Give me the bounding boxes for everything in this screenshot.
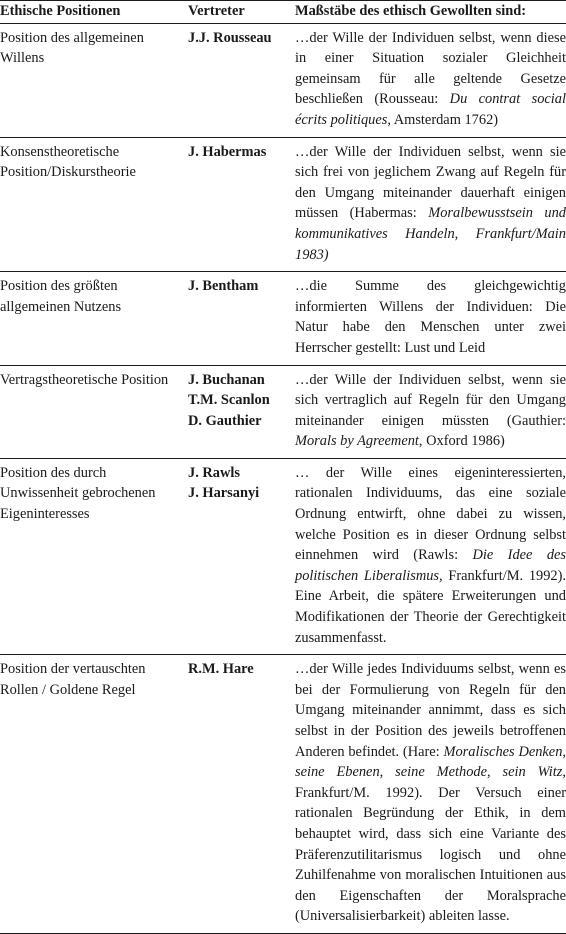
table-row [0,365,566,458]
massstab-text-part: …der Wille der Individuen selbst, wenn sie sich vertraglich auf Regeln für den Umgang miteinander einigen müssten (Gauthier: [295,371,566,429]
table-row [0,137,566,272]
massstab-text [295,365,566,458]
header-vertreter: Vertreter [185,1,295,24]
vertreter-cell [185,458,295,654]
position-name: Position des durch Unwissenheit gebrochenen Eigeninteresses [0,458,185,654]
citation-title: Du contrat social écrits politiques [295,91,566,128]
vertreter-name: J. Habermas [188,143,267,160]
vertreter-cell [185,655,295,934]
table-header-row [0,1,566,24]
vertreter-name: J. Buchanan [188,371,265,388]
position-name: Position des größten allgemeinen Nutzens [0,272,185,365]
position-name: Position des allgemeinen Willens [0,23,185,137]
vertreter-name: D. Gauthier [188,412,262,429]
massstab-text-part: …der Wille jedes Individuums selbst, wenn es bei der Formulierung von Regeln für den Umgang miteinander annimmt, dass es sich selbst in der Position des jeweils betroffenen Anderen befindet. (Hare: [295,661,566,760]
massstab-text-part: …der Wille der Individuen selbst, wenn sie sich frei von jeglichem Zwang auf Regeln für den Umgang miteinander dauerhaft einigen müssen (Habermas: [295,143,566,222]
position-name: Vertragstheoretische Position [0,365,185,458]
massstab-text-part: Frankfurt/M. 1992). Eine Arbeit, die spätere Erweiterungen und Modifikationen der Theorie der Gerechtigkeit zusammenfasst. [295,567,566,646]
massstab-text [295,655,566,934]
massstab-text-part: …der Wille der Individuen selbst, wenn diese in einer Situation sozialer Gleichheit gemeinsam für alle geltende Gesetze beschließen (Rousseau: [295,29,566,108]
table-row [0,458,566,654]
massstab-text [295,458,566,654]
massstab-text-part: …die Summe des gleichgewichtig informierten Willens der Individuen: Die Natur habe den Menschen unter zwei Herrscher gestellt: Lust und Leid [295,278,566,356]
table-row [0,23,566,137]
vertreter-cell [185,272,295,365]
vertreter-cell [185,365,295,458]
massstab-text-part: , Oxford 1986) [418,433,505,450]
vertreter-name: J.J. Rousseau [188,29,272,46]
vertreter-name: R.M. Hare [188,661,254,678]
vertreter-name: J. Bentham [188,278,259,295]
position-name: Konsenstheoretische Position/Diskurstheorie [0,137,185,272]
citation-title: Die Idee des politischen Liberalismus, [295,547,566,584]
position-name: Position der vertauschten Rollen / Goldene Regel [0,655,185,934]
header-ethische-positionen: Ethische Positionen [0,1,185,24]
vertreter-name: J. Harsanyi [188,485,260,502]
header-massstaebe: Maßstäbe des ethisch Gewollten sind: [295,1,566,24]
massstab-text [295,137,566,272]
citation-title: Morals by Agreement [295,433,419,450]
massstab-text [295,23,566,137]
vertreter-name: T.M. Scanlon [188,392,270,409]
vertreter-name: J. Rawls [188,464,240,481]
massstab-text-part: , Frankfurt/M. 1992). Der Versuch einer rationalen Begründung der Ethik, in dem behauptet wird, dass sich eine Variante des Präferenzutilitarismus logisch und ohne Zuhilfenahme von moralischen Intuitionen aus den Eigenschaften der Moralsprache (Universalisierbarkeit) ableiten lasse. [295,764,566,925]
citation-title: Moralbewusstsein und kommunikatives Handeln, Frankfurt/Main 1983) [295,205,566,263]
vertreter-cell [185,23,295,137]
table-row [0,655,566,934]
table-row [0,272,566,365]
vertreter-cell [185,137,295,272]
massstab-text-part: … der Wille eines eigeninteressierten, rationalen Individuums, das eine soziale Ordnung entwirft, ohne dabei zu wissen, welche Position es in dieser Ordnung selbst einnehmen wird (Rawls: [295,464,566,564]
massstab-text [295,272,566,365]
citation-title: Moralisches Denken, seine Ebenen, seine Methode, sein Witz [295,743,566,781]
massstab-text-part: , Amsterdam 1762) [387,111,499,128]
